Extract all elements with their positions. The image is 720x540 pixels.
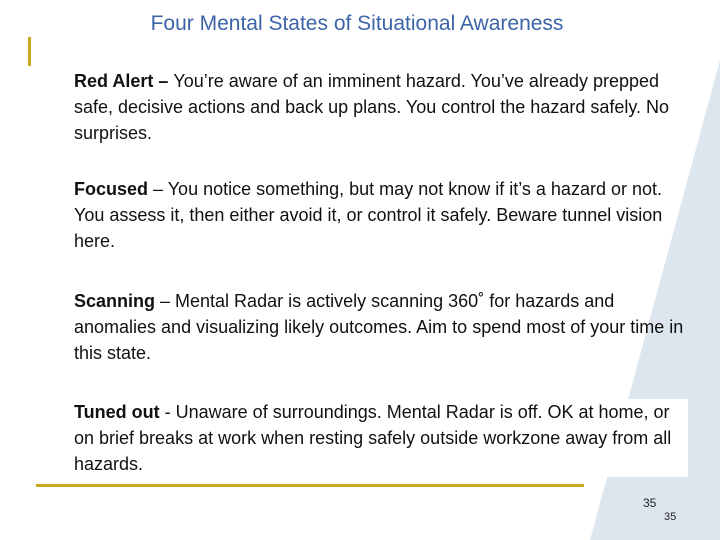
state-term: Focused [74, 179, 149, 199]
page-number-footer: 35 [664, 511, 677, 523]
state-red-alert [74, 68, 688, 146]
state-description: Mental Radar is actively scanning 360˚ for hazards and anomalies and visualizing likely outcomes. Aim to spend most of your time in this state. [74, 291, 684, 363]
state-separator: – [153, 71, 174, 91]
state-description: Unaware of surroundings. Mental Radar is off. OK at home, or on brief breaks at work when resting safely outside workzone away from all hazards. [74, 402, 672, 474]
state-separator: – [155, 291, 176, 311]
slide-title: Four Mental States of Situational Awareness [0, 11, 714, 37]
state-separator: – [148, 179, 168, 199]
state-separator: - [159, 402, 176, 422]
state-focused [74, 176, 688, 254]
state-term: Scanning [74, 291, 156, 311]
page-number: 35 [643, 496, 657, 510]
state-term: Red Alert [74, 71, 154, 91]
state-tuned-out [74, 399, 688, 477]
state-description: You’re aware of an imminent hazard. You’ve already prepped safe, decisive actions and back up plans. You control the hazard safely. No surprises. [74, 71, 670, 143]
frame-bottom-rule [36, 484, 584, 487]
state-scanning [74, 288, 688, 366]
state-term: Tuned out [74, 402, 160, 422]
state-description: You notice something, but may not know if it’s a hazard or not. You assess it, then either avoid it, or control it safely. Beware tunnel vision here. [74, 179, 663, 251]
